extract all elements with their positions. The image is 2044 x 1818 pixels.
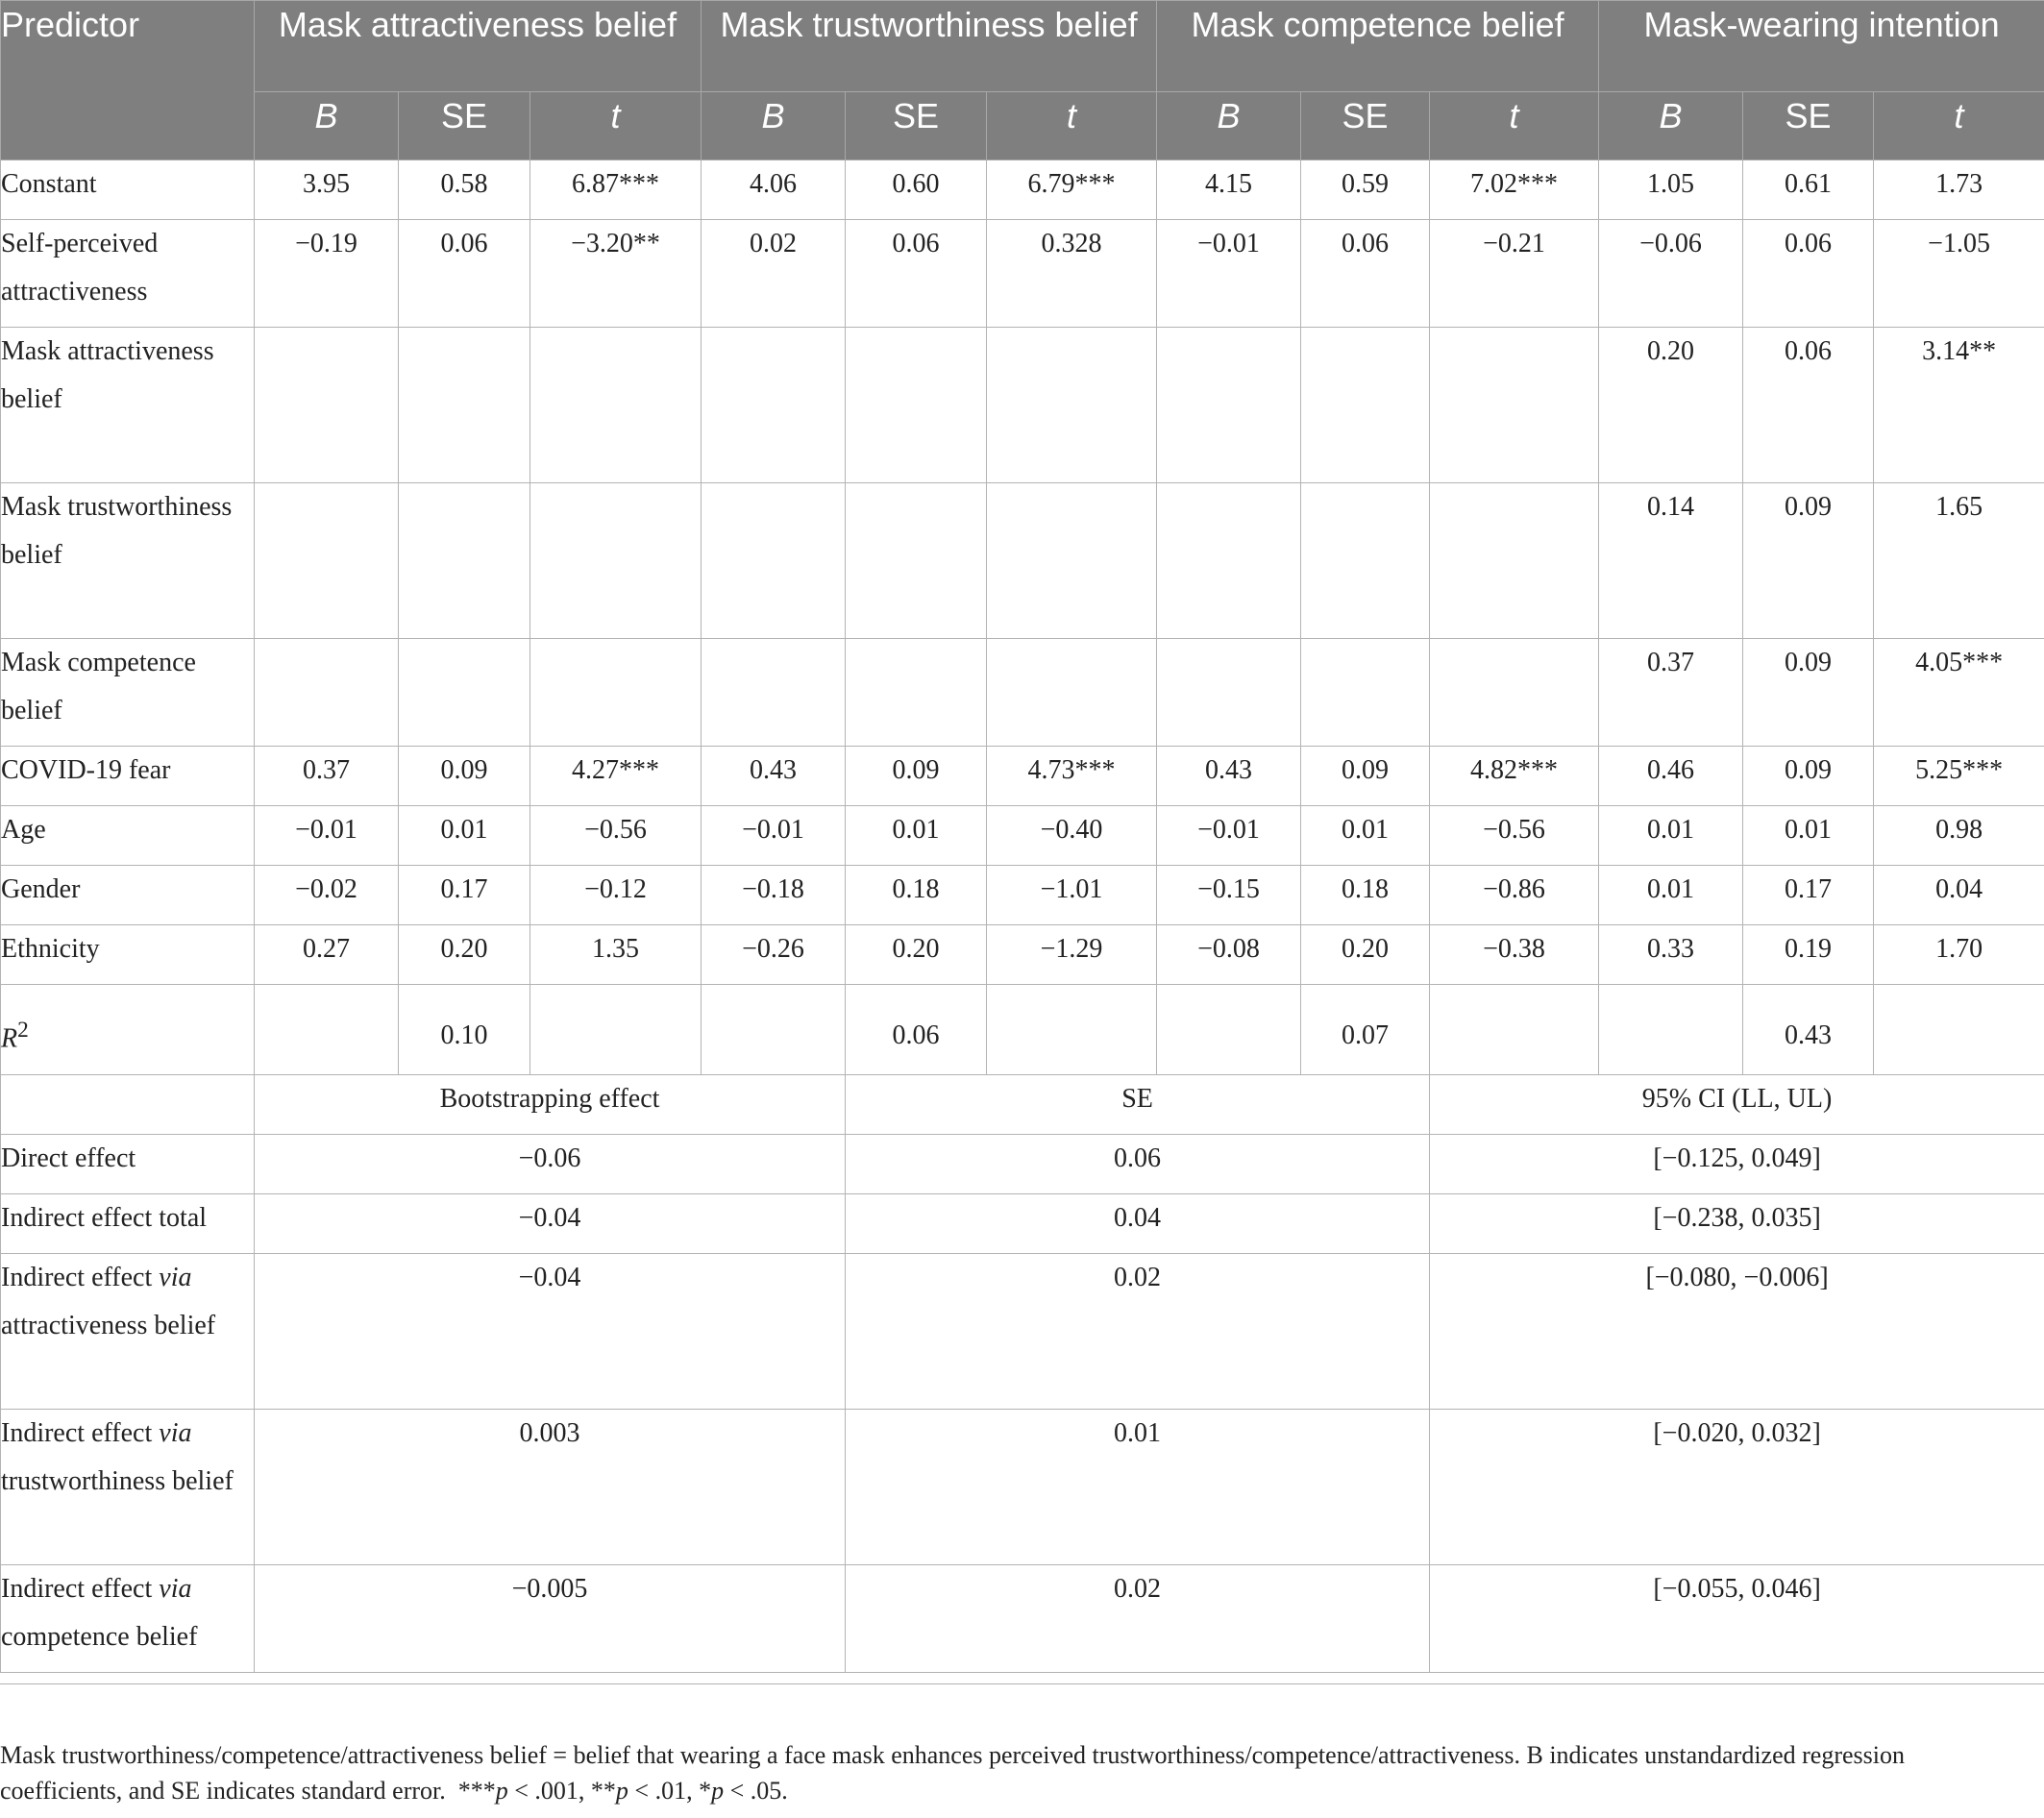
cell-value: −1.05	[1874, 220, 2044, 328]
effect-value: −0.04	[255, 1254, 846, 1410]
r2-value: 0.07	[1301, 985, 1430, 1075]
subheader-t: t	[1430, 92, 1599, 160]
cell-value	[702, 639, 846, 747]
r2-value: 0.10	[399, 985, 530, 1075]
cell-value: −3.20**	[530, 220, 702, 328]
effect-label	[1, 1254, 255, 1410]
effects-header-se: SE	[846, 1075, 1430, 1135]
row-label: Constant	[1, 160, 255, 220]
effect-label	[1, 1135, 255, 1194]
cell-value: 0.09	[1743, 639, 1874, 747]
table-row	[1, 747, 2044, 806]
cell-value: −0.01	[255, 806, 399, 866]
effects-header-effect: Bootstrapping effect	[255, 1075, 846, 1135]
cell-value: −0.08	[1157, 925, 1301, 985]
cell-value: 4.06	[702, 160, 846, 220]
effect-label-rest: trustworthiness belief	[1, 1466, 234, 1496]
effect-row	[1, 1254, 2044, 1410]
cell-value: −0.21	[1430, 220, 1599, 328]
cell-value: −0.40	[987, 806, 1157, 866]
effect-label	[1, 1565, 255, 1673]
subheader-t: t	[987, 92, 1157, 160]
cell-value: 4.73***	[987, 747, 1157, 806]
cell-value: 5.25***	[1874, 747, 2044, 806]
cell-value: −0.19	[255, 220, 399, 328]
cell-value: 0.09	[1743, 747, 1874, 806]
table-row	[1, 160, 2044, 220]
cell-value: 0.06	[1743, 220, 1874, 328]
effects-header-ci: 95% CI (LL, UL)	[1430, 1075, 2044, 1135]
cell-value: 0.01	[1743, 806, 1874, 866]
row-label: Self-perceived attractiveness	[1, 220, 255, 328]
cell-value	[846, 483, 987, 639]
cell-value: 0.06	[1743, 328, 1874, 483]
cell-empty	[255, 985, 399, 1075]
cell-empty	[530, 985, 702, 1075]
sig-note-1: ***p < .001,	[457, 1777, 591, 1805]
cell-value: 0.328	[987, 220, 1157, 328]
table-row	[1, 866, 2044, 925]
subheader-b: B	[702, 92, 846, 160]
cell-value	[530, 328, 702, 483]
cell-value	[530, 483, 702, 639]
effect-se: 0.02	[846, 1254, 1430, 1410]
cell-value: 0.33	[1599, 925, 1743, 985]
cell-value: 0.09	[1301, 747, 1430, 806]
effect-ci: [−0.080, −0.006]	[1430, 1254, 2044, 1410]
cell-value: −0.06	[1599, 220, 1743, 328]
cell-value: 0.20	[1599, 328, 1743, 483]
effect-label-text: Direct effect	[1, 1143, 136, 1173]
cell-value: 0.61	[1743, 160, 1874, 220]
effect-row	[1, 1565, 2044, 1673]
cell-value	[399, 483, 530, 639]
cell-value: 0.17	[1743, 866, 1874, 925]
cell-value: 3.14**	[1874, 328, 2044, 483]
cell-value: 0.01	[1301, 806, 1430, 866]
cell-empty	[1157, 985, 1301, 1075]
cell-value: −0.38	[1430, 925, 1599, 985]
cell-value: −0.01	[1157, 806, 1301, 866]
group-header-attractiveness: Mask attractiveness belief	[255, 1, 702, 92]
cell-value	[1157, 483, 1301, 639]
cell-value: −0.15	[1157, 866, 1301, 925]
cell-value	[846, 328, 987, 483]
table-row	[1, 220, 2044, 328]
group-header-intention: Mask-wearing intention	[1599, 1, 2044, 92]
cell-value	[530, 639, 702, 747]
cell-value: 0.18	[846, 866, 987, 925]
cell-value: −0.02	[255, 866, 399, 925]
cell-value: 0.58	[399, 160, 530, 220]
cell-value: −0.12	[530, 866, 702, 925]
r2-value: 0.06	[846, 985, 987, 1075]
row-label: Ethnicity	[1, 925, 255, 985]
cell-value: −0.26	[702, 925, 846, 985]
row-label: Mask attractiveness belief	[1, 328, 255, 483]
group-header-trustworthiness: Mask trustworthiness belief	[702, 1, 1157, 92]
cell-empty	[1, 1075, 255, 1135]
cell-value: 0.27	[255, 925, 399, 985]
cell-value: −0.01	[702, 806, 846, 866]
cell-value: 6.79***	[987, 160, 1157, 220]
cell-value: −0.18	[702, 866, 846, 925]
cell-value: 0.01	[1599, 806, 1743, 866]
effect-row	[1, 1135, 2044, 1194]
row-label: Gender	[1, 866, 255, 925]
cell-value	[399, 639, 530, 747]
effect-ci: [−0.055, 0.046]	[1430, 1565, 2044, 1673]
cell-value: 0.37	[255, 747, 399, 806]
cell-value: 1.35	[530, 925, 702, 985]
r2-superscript: 2	[17, 1018, 29, 1043]
cell-value	[846, 639, 987, 747]
table-header	[1, 1, 2044, 160]
cell-value	[987, 483, 1157, 639]
row-label: Mask trustworthiness belief	[1, 483, 255, 639]
cell-value	[1430, 328, 1599, 483]
cell-value: 0.06	[846, 220, 987, 328]
r2-symbol: R	[1, 1023, 18, 1054]
cell-value: −1.29	[987, 925, 1157, 985]
effect-label-via: via	[159, 1574, 192, 1604]
cell-value: 0.59	[1301, 160, 1430, 220]
cell-value	[702, 483, 846, 639]
cell-empty	[702, 985, 846, 1075]
cell-value: 1.05	[1599, 160, 1743, 220]
effect-label	[1, 1410, 255, 1565]
table-row	[1, 483, 2044, 639]
cell-empty	[1874, 985, 2044, 1075]
subheader-se: SE	[1301, 92, 1430, 160]
row-label: Age	[1, 806, 255, 866]
cell-value: 0.01	[846, 806, 987, 866]
effect-label-rest: attractiveness belief	[1, 1311, 216, 1340]
effect-value: −0.04	[255, 1194, 846, 1254]
table-body	[1, 160, 2044, 1673]
effect-label-via: via	[159, 1263, 192, 1292]
effect-row	[1, 1410, 2044, 1565]
effect-label-text: Indirect effect total	[1, 1203, 208, 1233]
cell-value	[1157, 639, 1301, 747]
cell-value: 0.43	[1157, 747, 1301, 806]
effect-ci: [−0.020, 0.032]	[1430, 1410, 2044, 1565]
effect-label-text: Indirect effect	[1, 1263, 160, 1292]
row-label: Mask competence belief	[1, 639, 255, 747]
footnote-divider	[0, 1683, 2044, 1684]
cell-value: 0.20	[1301, 925, 1430, 985]
subheader-b: B	[255, 92, 399, 160]
subheader-t: t	[1874, 92, 2044, 160]
cell-value: 4.15	[1157, 160, 1301, 220]
cell-empty	[1430, 985, 1599, 1075]
subheader-se: SE	[846, 92, 987, 160]
table-row	[1, 925, 2044, 985]
subheader-b: B	[1599, 92, 1743, 160]
effect-value: −0.06	[255, 1135, 846, 1194]
effect-se: 0.02	[846, 1565, 1430, 1673]
predictor-header: Predictor	[1, 1, 255, 160]
sig-note-2: **p < .01,	[590, 1777, 700, 1805]
cell-value	[702, 328, 846, 483]
cell-value: 0.09	[399, 747, 530, 806]
r2-value: 0.43	[1743, 985, 1874, 1075]
cell-value: −0.86	[1430, 866, 1599, 925]
cell-value	[1301, 639, 1430, 747]
cell-value: 3.95	[255, 160, 399, 220]
cell-value	[1430, 483, 1599, 639]
cell-value: 0.18	[1301, 866, 1430, 925]
note-text: Mask trustworthiness/competence/attractiveness belief = belief that wearing a face mask enhances perceived trustworthiness/competence/attractiveness. B indicates unstandardized regression coefficients, and SE indicates standard error.	[0, 1741, 1905, 1805]
r2-label	[1, 985, 255, 1075]
cell-value: 0.01	[1599, 866, 1743, 925]
cell-value: 7.02***	[1430, 160, 1599, 220]
cell-value: 1.65	[1874, 483, 2044, 639]
subheader-se: SE	[399, 92, 530, 160]
cell-value	[1301, 328, 1430, 483]
cell-value: 0.06	[1301, 220, 1430, 328]
effect-label-rest: competence belief	[1, 1622, 198, 1652]
effect-label-text: Indirect effect	[1, 1574, 160, 1604]
cell-value: 4.27***	[530, 747, 702, 806]
effect-se: 0.01	[846, 1410, 1430, 1565]
effect-value: −0.005	[255, 1565, 846, 1673]
effect-se: 0.04	[846, 1194, 1430, 1254]
subheader-b: B	[1157, 92, 1301, 160]
cell-value: 1.70	[1874, 925, 2044, 985]
cell-value: 0.37	[1599, 639, 1743, 747]
cell-value: −0.56	[530, 806, 702, 866]
cell-value: 0.20	[399, 925, 530, 985]
cell-value	[255, 483, 399, 639]
cell-value	[1301, 483, 1430, 639]
table-row	[1, 328, 2044, 483]
cell-value	[987, 639, 1157, 747]
effect-label-text: Indirect effect	[1, 1418, 160, 1448]
cell-value: 0.60	[846, 160, 987, 220]
cell-value: 0.01	[399, 806, 530, 866]
cell-value	[987, 328, 1157, 483]
cell-value	[1157, 328, 1301, 483]
cell-empty	[1599, 985, 1743, 1075]
subheader-t: t	[530, 92, 702, 160]
cell-value: −0.56	[1430, 806, 1599, 866]
cell-value: 1.73	[1874, 160, 2044, 220]
cell-value: 4.82***	[1430, 747, 1599, 806]
cell-value	[255, 328, 399, 483]
group-header-competence: Mask competence belief	[1157, 1, 1599, 92]
cell-value: 0.46	[1599, 747, 1743, 806]
effect-value: 0.003	[255, 1410, 846, 1565]
cell-value: 0.04	[1874, 866, 2044, 925]
effect-label	[1, 1194, 255, 1254]
row-label: COVID-19 fear	[1, 747, 255, 806]
cell-value: 0.09	[846, 747, 987, 806]
cell-value: 0.43	[702, 747, 846, 806]
effects-header-row	[1, 1075, 2044, 1135]
table-row	[1, 639, 2044, 747]
effect-ci: [−0.125, 0.049]	[1430, 1135, 2044, 1194]
cell-empty	[987, 985, 1157, 1075]
cell-value: 0.17	[399, 866, 530, 925]
effect-ci: [−0.238, 0.035]	[1430, 1194, 2044, 1254]
cell-value: −0.01	[1157, 220, 1301, 328]
cell-value: 0.14	[1599, 483, 1743, 639]
cell-value	[255, 639, 399, 747]
cell-value: −1.01	[987, 866, 1157, 925]
cell-value: 6.87***	[530, 160, 702, 220]
cell-value: 0.02	[702, 220, 846, 328]
table-row	[1, 806, 2044, 866]
cell-value: 0.06	[399, 220, 530, 328]
effect-label-via: via	[159, 1418, 192, 1448]
effect-se: 0.06	[846, 1135, 1430, 1194]
cell-value: 0.98	[1874, 806, 2044, 866]
cell-value	[1430, 639, 1599, 747]
r2-row	[1, 985, 2044, 1075]
subheader-se: SE	[1743, 92, 1874, 160]
cell-value	[399, 328, 530, 483]
cell-value: 0.09	[1743, 483, 1874, 639]
sig-note-3: *p < .05.	[699, 1777, 788, 1805]
cell-value: 4.05***	[1874, 639, 2044, 747]
effect-row	[1, 1194, 2044, 1254]
cell-value: 0.19	[1743, 925, 1874, 985]
table-note	[0, 1737, 2018, 1808]
cell-value: 0.20	[846, 925, 987, 985]
